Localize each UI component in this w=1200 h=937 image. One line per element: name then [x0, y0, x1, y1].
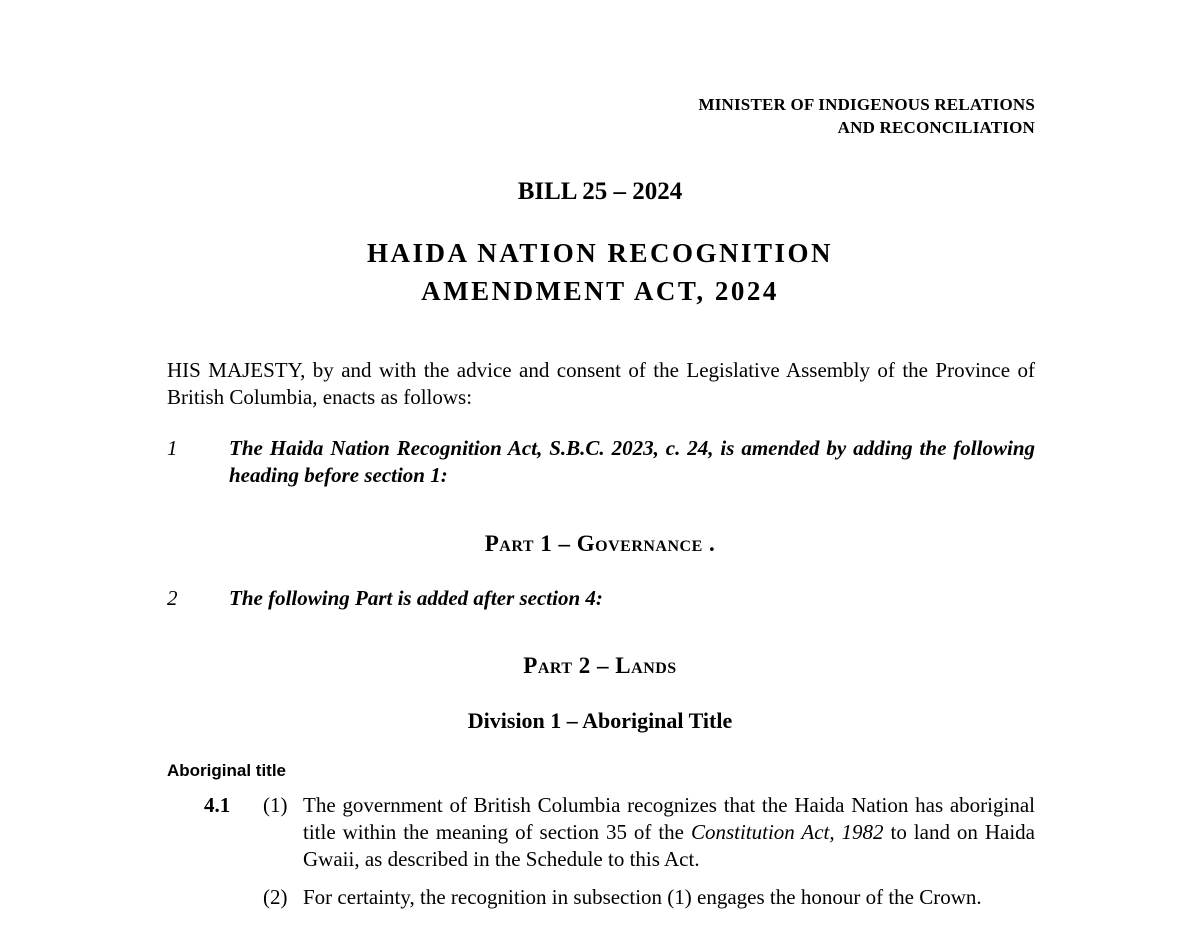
section-1: [167, 435, 1035, 489]
part-1-label: Part 1 – Governance: [484, 531, 703, 556]
subsection-2: [263, 884, 1035, 911]
constitution-act-citation: Constitution Act, 1982: [690, 820, 884, 844]
subsection-1-text-after: to land on Haida Gwaii, as described in the Schedule to this Act.: [303, 820, 1035, 871]
section-1-number: 1: [167, 436, 178, 460]
division-1-heading: Division 1 – Aboriginal Title: [467, 708, 733, 733]
part-2-label: Part 2 – Lands: [523, 653, 677, 678]
enacting-clause: HIS MAJESTY, by and with the advice and consent of the Legislative Assembly of the Province of British Columbia, enacts as follows:: [167, 358, 1035, 409]
bill-title: [0, 234, 1200, 310]
section-2-text: The following Part is added after section 4:: [229, 586, 603, 610]
bill-title-line-2: AMENDMENT ACT, 2024: [421, 276, 779, 306]
subsection-1-number: (1): [263, 793, 288, 817]
subsection-1-text: [303, 792, 1035, 873]
section-2: [167, 585, 1035, 612]
subsection-2-text: For certainty, the recognition in subsection (1) engages the honour of the Crown.: [303, 885, 982, 909]
minister-heading: [698, 93, 1035, 139]
subsection-1: [263, 792, 1035, 873]
section-2-number: 2: [167, 586, 178, 610]
section-4-1-number: 4.1: [204, 793, 231, 817]
subsection-2-number: (2): [263, 885, 288, 909]
subsection-1-text-before: The government of British Columbia recognizes that the Haida Nation has aboriginal title within the meaning of section 35 of the: [303, 793, 1035, 844]
part-1-trailing: .: [702, 531, 716, 556]
minister-line-1: MINISTER OF INDIGENOUS RELATIONS: [698, 95, 1035, 114]
bill-number: BILL 25 – 2024: [517, 178, 683, 205]
section-1-text: The Haida Nation Recognition Act, S.B.C. 2023, c. 24, is amended by adding the following heading before section 1:: [229, 436, 1035, 487]
minister-line-2: AND RECONCILIATION: [837, 118, 1035, 137]
part-1-heading: [0, 529, 1200, 559]
marginal-note: Aboriginal title: [167, 761, 286, 780]
bill-title-line-1: HAIDA NATION RECOGNITION: [366, 238, 834, 268]
part-2-heading: [0, 651, 1200, 681]
